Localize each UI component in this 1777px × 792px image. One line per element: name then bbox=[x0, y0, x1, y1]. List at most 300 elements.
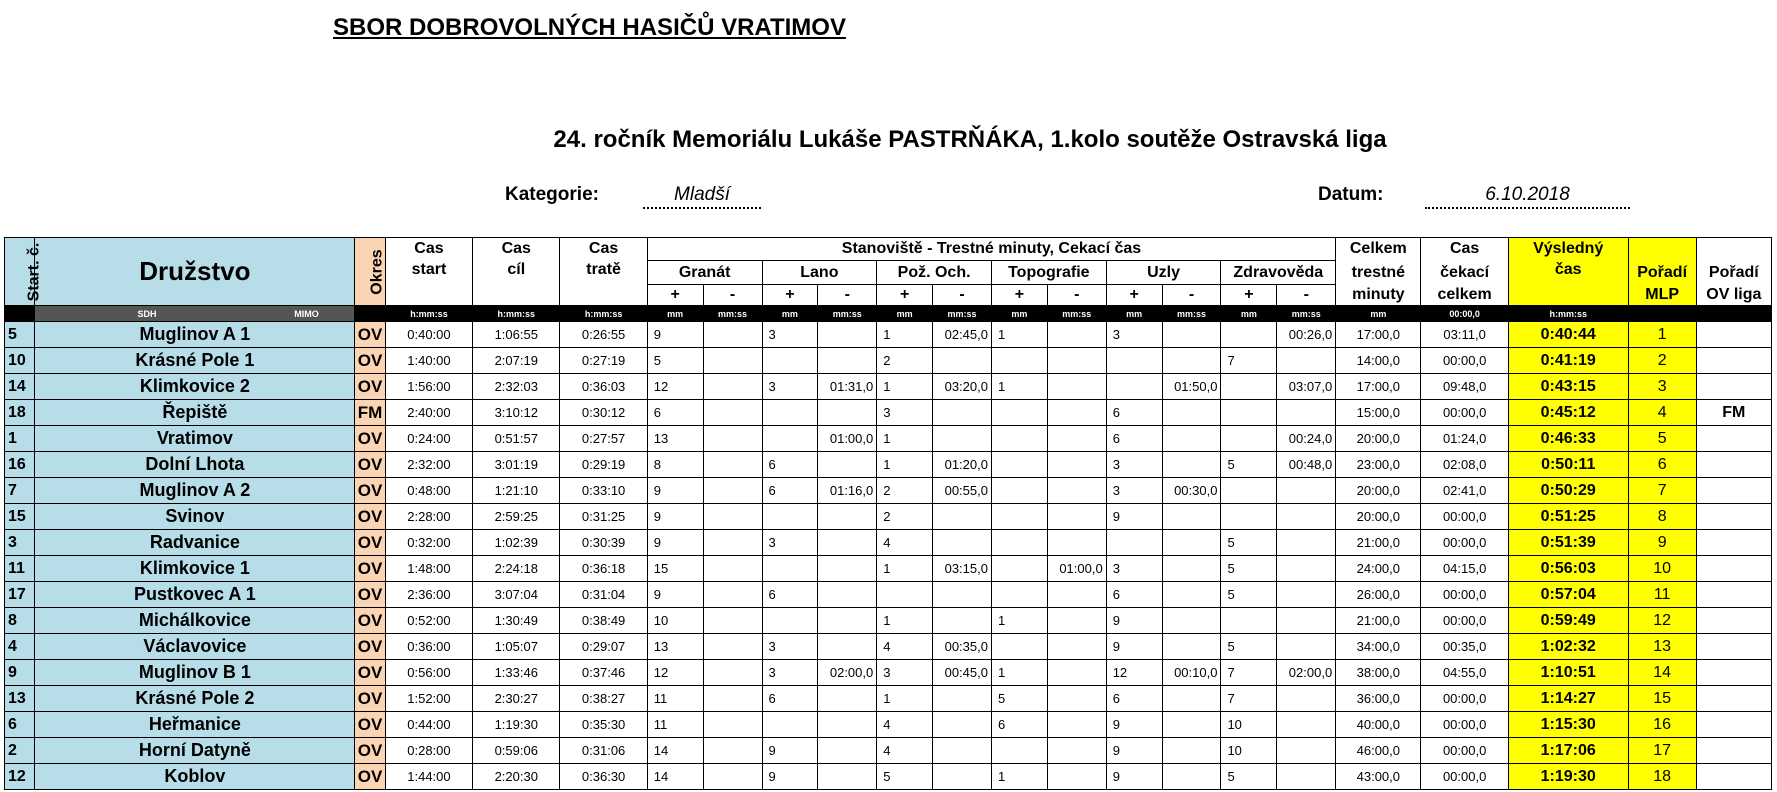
station-value bbox=[703, 452, 762, 478]
station-value: 00:35,0 bbox=[933, 634, 992, 660]
station-value: 9 bbox=[647, 478, 703, 504]
team-name: Horní Datyně bbox=[35, 738, 355, 764]
station-value bbox=[703, 504, 762, 530]
start-number: 1 bbox=[5, 426, 35, 452]
station-value bbox=[991, 478, 1047, 504]
start-number: 10 bbox=[5, 348, 35, 374]
start-number: 3 bbox=[5, 530, 35, 556]
result-time: 1:19:30 bbox=[1508, 764, 1628, 790]
track-time-header: Cas bbox=[560, 238, 647, 261]
track-time: 0:31:06 bbox=[560, 738, 647, 764]
category-label: Kategorie: bbox=[505, 184, 599, 205]
station-value bbox=[1162, 452, 1221, 478]
rank-ov-liga bbox=[1696, 686, 1771, 712]
station-value bbox=[1162, 530, 1221, 556]
station-value bbox=[762, 712, 818, 738]
station-value: 1 bbox=[877, 426, 933, 452]
district: OV bbox=[355, 582, 385, 608]
station-value: 1 bbox=[991, 374, 1047, 400]
penalty-total: 24:00,0 bbox=[1336, 556, 1421, 582]
station-value bbox=[1162, 634, 1221, 660]
rank-mlp: 10 bbox=[1628, 556, 1696, 582]
station-value: 6 bbox=[1106, 686, 1162, 712]
station-value bbox=[1162, 504, 1221, 530]
finish-time: 3:01:19 bbox=[473, 452, 560, 478]
finish-time: 1:21:10 bbox=[473, 478, 560, 504]
format-cell: mm bbox=[991, 306, 1047, 322]
rank-ov-liga bbox=[1696, 374, 1771, 400]
finish-time: 2:32:03 bbox=[473, 374, 560, 400]
penalty-total: 26:00,0 bbox=[1336, 582, 1421, 608]
start-number: 4 bbox=[5, 634, 35, 660]
penalty-header: Celkem bbox=[1336, 238, 1421, 261]
wait-total: 03:11,0 bbox=[1421, 322, 1508, 348]
track-time: 0:38:27 bbox=[560, 686, 647, 712]
table-row bbox=[5, 686, 1772, 712]
start-time-header-2: start bbox=[385, 261, 472, 306]
result-time: 0:56:03 bbox=[1508, 556, 1628, 582]
format-cell bbox=[1696, 306, 1771, 322]
station-value bbox=[703, 764, 762, 790]
station-value: 3 bbox=[877, 660, 933, 686]
format-mimo: MIMO bbox=[294, 308, 319, 319]
table-row bbox=[5, 374, 1772, 400]
rank-ov-liga bbox=[1696, 426, 1771, 452]
category-value: Mladší bbox=[643, 184, 761, 209]
station-value bbox=[1221, 478, 1277, 504]
station-topografie-minus: - bbox=[1047, 285, 1106, 306]
rank-ov-liga bbox=[1696, 608, 1771, 634]
station-value bbox=[933, 400, 992, 426]
format-cell: mm:ss bbox=[1047, 306, 1106, 322]
rank-header-1: Pořadí bbox=[1628, 261, 1696, 285]
station-value: 1 bbox=[991, 764, 1047, 790]
rank-header bbox=[1628, 238, 1696, 261]
team-name: Klimkovice 1 bbox=[35, 556, 355, 582]
penalty-total: 15:00,0 bbox=[1336, 400, 1421, 426]
station-value bbox=[1221, 504, 1277, 530]
rank-mlp: 11 bbox=[1628, 582, 1696, 608]
station-value bbox=[818, 556, 877, 582]
station-value: 9 bbox=[647, 504, 703, 530]
wait-total: 01:24,0 bbox=[1421, 426, 1508, 452]
start-number: 7 bbox=[5, 478, 35, 504]
station-value: 4 bbox=[877, 712, 933, 738]
station-value bbox=[991, 426, 1047, 452]
station-value bbox=[1221, 322, 1277, 348]
station-value bbox=[1277, 738, 1336, 764]
station-value bbox=[762, 608, 818, 634]
station-value: 10 bbox=[647, 608, 703, 634]
station-value bbox=[1277, 478, 1336, 504]
rank-ov-liga bbox=[1696, 452, 1771, 478]
team-name: Heřmanice bbox=[35, 712, 355, 738]
finish-time: 2:30:27 bbox=[473, 686, 560, 712]
wait-total: 00:00,0 bbox=[1421, 530, 1508, 556]
station-value bbox=[1277, 504, 1336, 530]
station-value: 14 bbox=[647, 738, 703, 764]
station-value bbox=[703, 322, 762, 348]
start-number: 2 bbox=[5, 738, 35, 764]
rank-ov-liga: FM bbox=[1696, 400, 1771, 426]
rank-mlp: 12 bbox=[1628, 608, 1696, 634]
station-value bbox=[1162, 322, 1221, 348]
start-time-header: Cas bbox=[385, 238, 472, 261]
station-value bbox=[1047, 322, 1106, 348]
station-value: 01:50,0 bbox=[1162, 374, 1221, 400]
station-value: 9 bbox=[1106, 712, 1162, 738]
station-value bbox=[1162, 426, 1221, 452]
station-value: 6 bbox=[762, 452, 818, 478]
finish-time: 2:20:30 bbox=[473, 764, 560, 790]
wait-header: Cas bbox=[1421, 238, 1508, 261]
rank-ov-liga bbox=[1696, 322, 1771, 348]
station-value bbox=[703, 608, 762, 634]
track-time: 0:26:55 bbox=[560, 322, 647, 348]
station-value bbox=[1277, 764, 1336, 790]
penalty-total: 40:00,0 bbox=[1336, 712, 1421, 738]
station-value bbox=[762, 348, 818, 374]
station-value: 5 bbox=[1221, 634, 1277, 660]
station-value: 00:30,0 bbox=[1162, 478, 1221, 504]
team-name: Radvanice bbox=[35, 530, 355, 556]
station-value: 10 bbox=[1221, 738, 1277, 764]
station-uzly-minus: - bbox=[1162, 285, 1221, 306]
station-value: 1 bbox=[877, 556, 933, 582]
table-row bbox=[5, 504, 1772, 530]
format-start bbox=[5, 306, 35, 322]
start-time: 0:44:00 bbox=[385, 712, 472, 738]
rank-ov-liga bbox=[1696, 582, 1771, 608]
station-value: 3 bbox=[762, 322, 818, 348]
station-value bbox=[1162, 348, 1221, 374]
finish-time: 3:07:04 bbox=[473, 582, 560, 608]
rank-mlp: 9 bbox=[1628, 530, 1696, 556]
rank-mlp: 1 bbox=[1628, 322, 1696, 348]
station-value: 2 bbox=[877, 478, 933, 504]
format-cell bbox=[1628, 306, 1696, 322]
station-value bbox=[1221, 608, 1277, 634]
station-value: 00:45,0 bbox=[933, 660, 992, 686]
wait-total: 00:00,0 bbox=[1421, 764, 1508, 790]
start-number: 6 bbox=[5, 712, 35, 738]
penalty-header-3: minuty bbox=[1336, 285, 1421, 306]
team-name: Dolní Lhota bbox=[35, 452, 355, 478]
format-cell: h:mm:ss bbox=[1508, 306, 1628, 322]
station-value bbox=[762, 504, 818, 530]
result-time: 0:40:44 bbox=[1508, 322, 1628, 348]
station-value bbox=[1162, 738, 1221, 764]
rank-mlp: 18 bbox=[1628, 764, 1696, 790]
station-value: 9 bbox=[1106, 764, 1162, 790]
station-value bbox=[1162, 582, 1221, 608]
station-value: 5 bbox=[647, 348, 703, 374]
station-value bbox=[1277, 348, 1336, 374]
district: OV bbox=[355, 452, 385, 478]
penalty-total: 43:00,0 bbox=[1336, 764, 1421, 790]
track-time: 0:35:30 bbox=[560, 712, 647, 738]
track-time: 0:33:10 bbox=[560, 478, 647, 504]
track-time: 0:36:18 bbox=[560, 556, 647, 582]
track-time-header-2: tratě bbox=[560, 261, 647, 306]
finish-time: 1:33:46 bbox=[473, 660, 560, 686]
penalty-total: 20:00,0 bbox=[1336, 504, 1421, 530]
result-time: 0:46:33 bbox=[1508, 426, 1628, 452]
station-value bbox=[1221, 400, 1277, 426]
station-value bbox=[703, 686, 762, 712]
finish-time-header-2: cíl bbox=[473, 261, 560, 306]
result-time: 0:51:39 bbox=[1508, 530, 1628, 556]
station-value bbox=[991, 504, 1047, 530]
result-time: 0:51:25 bbox=[1508, 504, 1628, 530]
wait-header-2: čekací bbox=[1421, 261, 1508, 285]
station-poz-och-plus: + bbox=[877, 285, 933, 306]
station-value: 3 bbox=[1106, 478, 1162, 504]
station-value bbox=[818, 348, 877, 374]
date-label: Datum: bbox=[1318, 184, 1384, 205]
station-value bbox=[933, 608, 992, 634]
wait-total: 00:00,0 bbox=[1421, 608, 1508, 634]
rank-mlp: 17 bbox=[1628, 738, 1696, 764]
station-value bbox=[933, 712, 992, 738]
start-time: 1:52:00 bbox=[385, 686, 472, 712]
wait-total: 02:08,0 bbox=[1421, 452, 1508, 478]
result-time: 1:17:06 bbox=[1508, 738, 1628, 764]
table-row bbox=[5, 660, 1772, 686]
station-value bbox=[933, 348, 992, 374]
station-value bbox=[933, 738, 992, 764]
finish-time: 1:02:39 bbox=[473, 530, 560, 556]
start-time: 1:40:00 bbox=[385, 348, 472, 374]
rank-mlp: 14 bbox=[1628, 660, 1696, 686]
penalty-total: 14:00,0 bbox=[1336, 348, 1421, 374]
team-name: Muglinov A 1 bbox=[35, 322, 355, 348]
station-value bbox=[1277, 530, 1336, 556]
station-value: 1 bbox=[991, 660, 1047, 686]
station-lano-plus: + bbox=[762, 285, 818, 306]
district: OV bbox=[355, 322, 385, 348]
team-name: Pustkovec A 1 bbox=[35, 582, 355, 608]
station-value bbox=[703, 712, 762, 738]
station-value bbox=[818, 530, 877, 556]
station-uzly-plus: + bbox=[1106, 285, 1162, 306]
ov-rank-header bbox=[1696, 238, 1771, 261]
station-value bbox=[1162, 608, 1221, 634]
station-value bbox=[1047, 660, 1106, 686]
station-zdravoveda-plus: + bbox=[1221, 285, 1277, 306]
format-cell: h:mm:ss bbox=[385, 306, 472, 322]
station-value: 01:20,0 bbox=[933, 452, 992, 478]
station-value: 6 bbox=[1106, 426, 1162, 452]
station-value bbox=[1277, 556, 1336, 582]
format-cell: mm bbox=[1336, 306, 1421, 322]
station-value: 1 bbox=[877, 608, 933, 634]
station-value bbox=[818, 712, 877, 738]
station-value: 7 bbox=[1221, 348, 1277, 374]
station-value: 1 bbox=[877, 686, 933, 712]
station-value: 8 bbox=[647, 452, 703, 478]
station-value bbox=[1277, 712, 1336, 738]
station-value bbox=[762, 556, 818, 582]
penalty-total: 20:00,0 bbox=[1336, 426, 1421, 452]
station-value bbox=[991, 634, 1047, 660]
finish-time: 2:59:25 bbox=[473, 504, 560, 530]
result-time: 0:57:04 bbox=[1508, 582, 1628, 608]
station-value bbox=[1106, 530, 1162, 556]
start-number: 13 bbox=[5, 686, 35, 712]
station-value bbox=[1162, 686, 1221, 712]
result-time: 0:59:49 bbox=[1508, 608, 1628, 634]
station-value: 4 bbox=[877, 738, 933, 764]
station-value: 5 bbox=[1221, 764, 1277, 790]
station-value bbox=[1277, 608, 1336, 634]
penalty-header-2: trestné bbox=[1336, 261, 1421, 285]
format-cell: h:mm:ss bbox=[560, 306, 647, 322]
station-granat: Granát bbox=[647, 261, 762, 285]
station-value bbox=[762, 426, 818, 452]
station-value: 5 bbox=[991, 686, 1047, 712]
station-value bbox=[1047, 348, 1106, 374]
wait-total: 00:00,0 bbox=[1421, 582, 1508, 608]
district: OV bbox=[355, 478, 385, 504]
station-value bbox=[991, 400, 1047, 426]
station-value bbox=[1047, 400, 1106, 426]
team-header: Družstvo bbox=[35, 238, 355, 306]
start-time: 2:40:00 bbox=[385, 400, 472, 426]
penalty-total: 38:00,0 bbox=[1336, 660, 1421, 686]
team-name: Klimkovice 2 bbox=[35, 374, 355, 400]
station-value: 11 bbox=[647, 686, 703, 712]
format-cell: h:mm:ss bbox=[473, 306, 560, 322]
team-name: Václavovice bbox=[35, 634, 355, 660]
station-value bbox=[1047, 608, 1106, 634]
station-value: 00:10,0 bbox=[1162, 660, 1221, 686]
results-table bbox=[4, 237, 1772, 790]
station-value bbox=[933, 504, 992, 530]
finish-time: 1:30:49 bbox=[473, 608, 560, 634]
station-value: 02:00,0 bbox=[1277, 660, 1336, 686]
station-value bbox=[933, 686, 992, 712]
penalty-total: 17:00,0 bbox=[1336, 374, 1421, 400]
table-row bbox=[5, 582, 1772, 608]
team-name: Krásné Pole 2 bbox=[35, 686, 355, 712]
station-value bbox=[877, 582, 933, 608]
station-value bbox=[703, 738, 762, 764]
station-value bbox=[1047, 634, 1106, 660]
table-row bbox=[5, 738, 1772, 764]
station-value: 9 bbox=[762, 738, 818, 764]
result-time: 1:15:30 bbox=[1508, 712, 1628, 738]
district: OV bbox=[355, 556, 385, 582]
format-cell: mm bbox=[877, 306, 933, 322]
station-value bbox=[818, 452, 877, 478]
station-value: 1 bbox=[877, 322, 933, 348]
start-time: 0:24:00 bbox=[385, 426, 472, 452]
team-name: Svinov bbox=[35, 504, 355, 530]
wait-total: 00:35,0 bbox=[1421, 634, 1508, 660]
station-value: 2 bbox=[877, 504, 933, 530]
wait-total: 02:41,0 bbox=[1421, 478, 1508, 504]
station-value bbox=[1162, 556, 1221, 582]
station-value: 00:26,0 bbox=[1277, 322, 1336, 348]
track-time: 0:31:25 bbox=[560, 504, 647, 530]
team-name: Muglinov B 1 bbox=[35, 660, 355, 686]
team-name: Michálkovice bbox=[35, 608, 355, 634]
station-value: 1 bbox=[877, 374, 933, 400]
station-value bbox=[991, 582, 1047, 608]
penalty-total: 21:00,0 bbox=[1336, 608, 1421, 634]
station-value bbox=[703, 478, 762, 504]
result-time: 1:02:32 bbox=[1508, 634, 1628, 660]
track-time: 0:29:07 bbox=[560, 634, 647, 660]
start-time: 1:48:00 bbox=[385, 556, 472, 582]
station-value bbox=[1047, 478, 1106, 504]
station-value bbox=[1047, 426, 1106, 452]
penalty-total: 21:00,0 bbox=[1336, 530, 1421, 556]
rank-mlp: 15 bbox=[1628, 686, 1696, 712]
rank-ov-liga bbox=[1696, 504, 1771, 530]
station-value: 00:55,0 bbox=[933, 478, 992, 504]
track-time: 0:27:19 bbox=[560, 348, 647, 374]
district: OV bbox=[355, 426, 385, 452]
station-value bbox=[1277, 400, 1336, 426]
ov-rank-header-1: Pořadí bbox=[1696, 261, 1771, 285]
start-number: 14 bbox=[5, 374, 35, 400]
result-header: Výsledný bbox=[1508, 238, 1628, 261]
station-value: 02:00,0 bbox=[818, 660, 877, 686]
wait-total: 00:00,0 bbox=[1421, 712, 1508, 738]
rank-ov-liga bbox=[1696, 478, 1771, 504]
station-value: 01:31,0 bbox=[818, 374, 877, 400]
station-value bbox=[933, 530, 992, 556]
start-number: 16 bbox=[5, 452, 35, 478]
start-number: 9 bbox=[5, 660, 35, 686]
district: FM bbox=[355, 400, 385, 426]
start-number: 5 bbox=[5, 322, 35, 348]
station-value: 6 bbox=[762, 582, 818, 608]
rank-mlp: 8 bbox=[1628, 504, 1696, 530]
wait-total: 00:00,0 bbox=[1421, 738, 1508, 764]
penalty-total: 17:00,0 bbox=[1336, 322, 1421, 348]
station-value: 01:16,0 bbox=[818, 478, 877, 504]
station-value: 10 bbox=[1221, 712, 1277, 738]
station-value: 12 bbox=[1106, 660, 1162, 686]
station-value: 6 bbox=[1106, 400, 1162, 426]
result-time: 0:41:19 bbox=[1508, 348, 1628, 374]
start-no-header: Start. č. bbox=[5, 238, 35, 306]
start-time: 0:40:00 bbox=[385, 322, 472, 348]
station-poz-och: Pož. Och. bbox=[877, 261, 992, 285]
finish-time: 1:05:07 bbox=[473, 634, 560, 660]
station-value bbox=[703, 634, 762, 660]
station-value bbox=[1162, 400, 1221, 426]
station-value bbox=[1047, 452, 1106, 478]
station-zdravoveda-minus: - bbox=[1277, 285, 1336, 306]
wait-total: 04:55,0 bbox=[1421, 660, 1508, 686]
competition-subtitle: 24. ročník Memoriálu Lukáše PASTRŇÁKA, 1.kolo soutěže Ostravská liga bbox=[553, 126, 1387, 153]
rank-mlp: 13 bbox=[1628, 634, 1696, 660]
table-row bbox=[5, 764, 1772, 790]
station-zdravoveda: Zdravověda bbox=[1221, 261, 1336, 285]
station-value bbox=[1221, 374, 1277, 400]
station-value bbox=[703, 582, 762, 608]
station-value: 4 bbox=[877, 530, 933, 556]
station-value bbox=[762, 400, 818, 426]
district: OV bbox=[355, 504, 385, 530]
format-cell: mm:ss bbox=[818, 306, 877, 322]
station-value: 12 bbox=[647, 660, 703, 686]
station-value: 9 bbox=[762, 764, 818, 790]
